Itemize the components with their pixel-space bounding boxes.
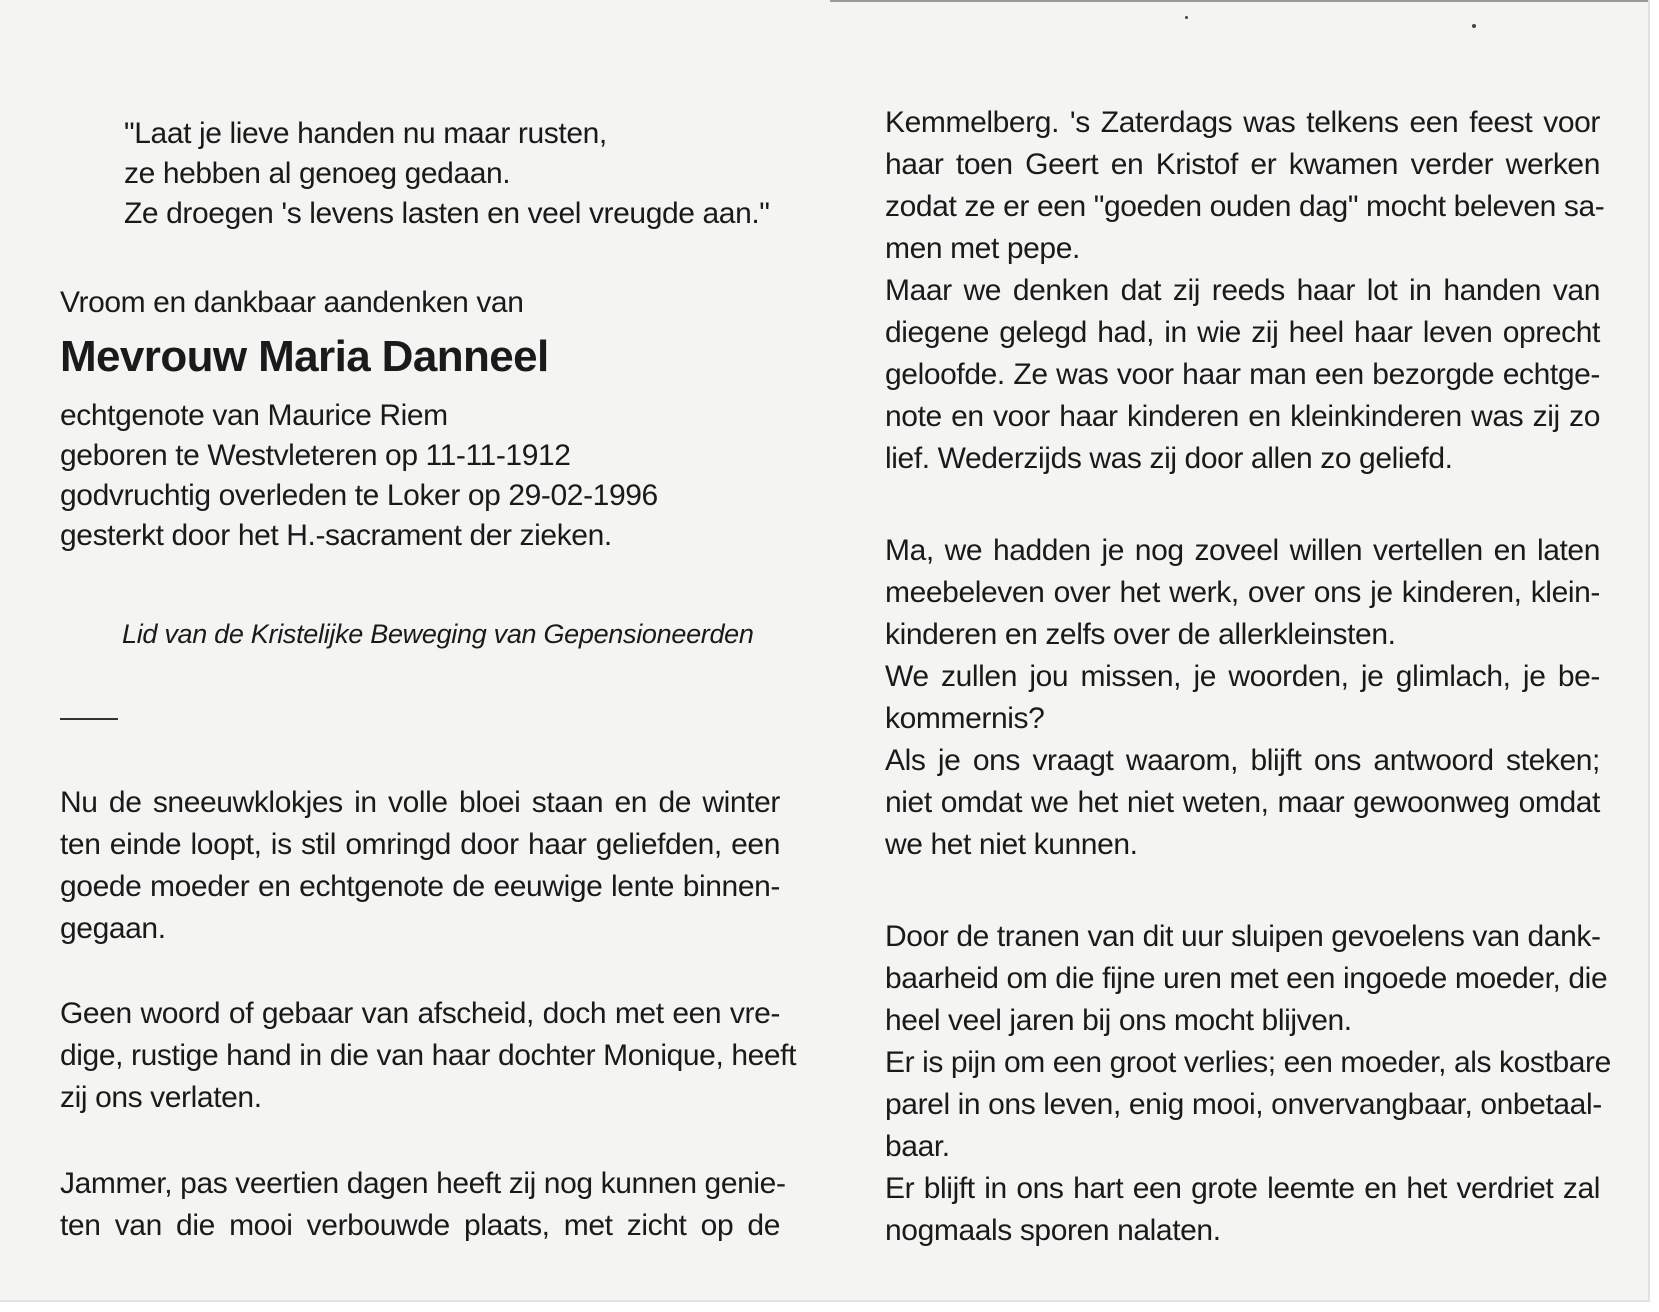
paragraph bbox=[60, 1163, 786, 1247]
details-block bbox=[60, 396, 780, 556]
membership-block bbox=[122, 616, 842, 652]
deceased-name: Mevrouw Maria Danneel bbox=[60, 332, 549, 381]
paragraph-line: Er is pijn om een groot verlies; een moeder, als kostbare bbox=[885, 1046, 1611, 1079]
paragraph-line: Maar we denken dat zij reeds haar lot in handen van bbox=[885, 274, 1600, 307]
paragraph-line: zij ons verlaten. bbox=[60, 1081, 262, 1114]
scan-speck bbox=[1185, 16, 1188, 19]
paragraph-line: men met pepe. bbox=[885, 232, 1080, 265]
detail-line: godvruchtig overleden te Loker op 29-02-1996 bbox=[60, 479, 658, 512]
paragraph-line: Nu de sneeuwklokjes in volle bloei staan en de winter bbox=[60, 786, 780, 819]
paragraph-line: we het niet kunnen. bbox=[885, 828, 1138, 861]
deceased-name-block bbox=[60, 330, 780, 384]
paragraph-line: ten einde loopt, is stil omringd door haar geliefden, een bbox=[60, 828, 780, 861]
paragraph-line: Geen woord of gebaar van afscheid, doch met een vre- bbox=[60, 997, 780, 1030]
paragraph bbox=[885, 916, 1611, 1252]
paragraph-line: niet omdat we het niet weten, maar gewoonweg omdat bbox=[885, 786, 1600, 819]
membership-text: Lid van de Kristelijke Beweging van Gepensioneerden bbox=[122, 619, 754, 649]
paragraph-line: Kemmelberg. 's Zaterdags was telkens een feest voor bbox=[885, 106, 1600, 139]
paragraph-line: Als je ons vraagt waarom, blijft ons antwoord steken; bbox=[885, 744, 1600, 777]
top-edge-rule bbox=[830, 0, 1648, 2]
paragraph-line: Er blijft in ons hart een grote leemte en het verdriet zal bbox=[885, 1172, 1600, 1205]
detail-line: geboren te Westvleteren op 11-11-1912 bbox=[60, 439, 571, 472]
paragraph-line: kinderen en zelfs over de allerkleinsten. bbox=[885, 618, 1396, 651]
poem-line: Ze droegen 's levens lasten en veel vreugde aan." bbox=[124, 197, 770, 230]
paragraph-line: Jammer, pas veertien dagen heeft zij nog kunnen genie- bbox=[60, 1167, 786, 1200]
paragraph-line: dige, rustige hand in die van haar dochter Monique, heeft bbox=[60, 1039, 797, 1072]
detail-line: gesterkt door het H.-sacrament der zieken. bbox=[60, 519, 612, 552]
poem-line: ze hebben al genoeg gedaan. bbox=[124, 157, 511, 190]
poem bbox=[124, 114, 844, 234]
paragraph-line: geloofde. Ze was voor haar man een bezorgde echtge- bbox=[885, 358, 1600, 391]
paragraph-line: We zullen jou missen, je woorden, je glimlach, je be- bbox=[885, 660, 1600, 693]
paragraph-line: baar. bbox=[885, 1130, 950, 1163]
paragraph-line: kommernis? bbox=[885, 702, 1045, 735]
paragraph-line: baarheid om die fijne uren met een ingoede moeder, die bbox=[885, 962, 1608, 995]
paragraph-line: gegaan. bbox=[60, 912, 166, 945]
intro-block bbox=[60, 283, 780, 323]
paragraph-line: heel veel jaren bij ons mocht blijven. bbox=[885, 1004, 1352, 1037]
poem-line: "Laat je lieve handen nu maar rusten, bbox=[124, 117, 607, 150]
paragraph-line: note en voor haar kinderen en kleinkinderen was zij zo bbox=[885, 400, 1600, 433]
paragraph-line: haar toen Geert en Kristof er kwamen verder werken bbox=[885, 148, 1600, 181]
paragraph-line: nogmaals sporen nalaten. bbox=[885, 1214, 1221, 1247]
paragraph bbox=[60, 782, 780, 950]
paragraph bbox=[885, 530, 1600, 866]
paragraph-line: goede moeder en echtgenote de eeuwige lente binnen- bbox=[60, 870, 780, 903]
paragraph bbox=[885, 102, 1605, 480]
paragraph-line: parel in ons leven, enig mooi, onvervangbaar, onbetaal- bbox=[885, 1088, 1602, 1121]
paragraph-line: Door de tranen van dit uur sluipen gevoelens van dank- bbox=[885, 920, 1601, 953]
paragraph bbox=[60, 993, 797, 1119]
paragraph-line: diegene gelegd had, in wie zij heel haar leven oprecht bbox=[885, 316, 1600, 349]
intro-text: Vroom en dankbaar aandenken van bbox=[60, 286, 524, 319]
separator-dash bbox=[60, 718, 118, 720]
paragraph-line: lief. Wederzijds was zij door allen zo geliefd. bbox=[885, 442, 1453, 475]
paragraph-line: ten van die mooi verbouwde plaats, met zicht op de bbox=[60, 1209, 780, 1242]
detail-line: echtgenote van Maurice Riem bbox=[60, 399, 448, 432]
paragraph-line: Ma, we hadden je nog zoveel willen vertellen en laten bbox=[885, 534, 1600, 567]
paragraph-line: zodat ze er een "goeden ouden dag" mocht beleven sa- bbox=[885, 190, 1605, 223]
paragraph-line: meebeleven over het werk, over ons je kinderen, klein- bbox=[885, 576, 1600, 609]
scan-speck bbox=[1472, 24, 1476, 28]
